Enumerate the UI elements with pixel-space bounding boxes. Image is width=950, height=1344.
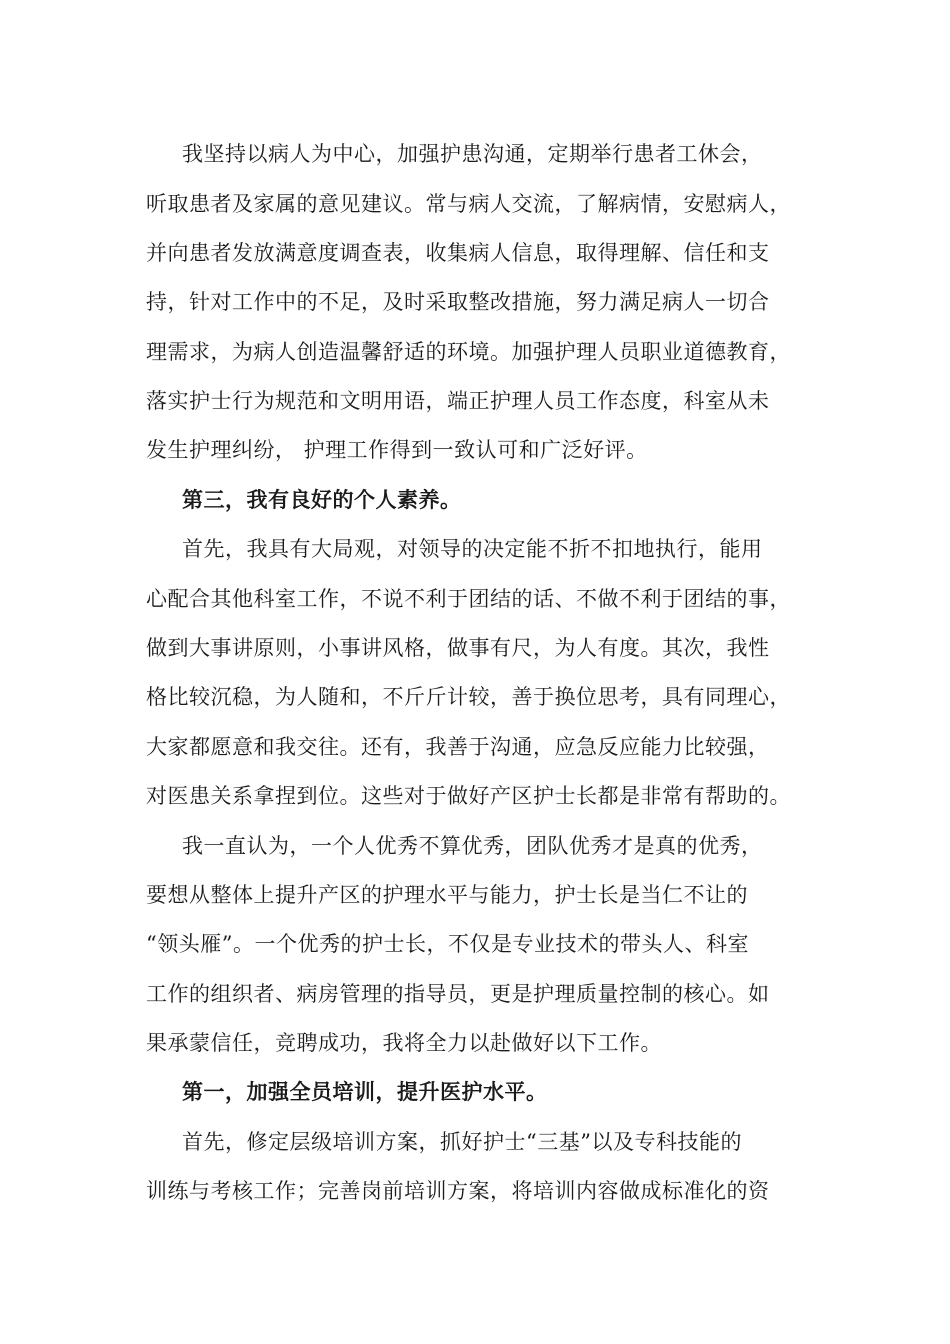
- paragraph-line: “领头雁”。一个优秀的护士长，不仅是专业技术的带头人、科室: [146, 932, 749, 956]
- paragraph-line: 训练与考核工作；完善岗前培训方案，将培训内容做成标准化的资: [146, 1179, 770, 1203]
- paragraph-line: 大家都愿意和我交往。还有，我善于沟通，应急反应能力比较强，: [146, 735, 770, 759]
- paragraph-line: 对医患关系拿捏到位。这些对于做好产区护士长都是非常有帮助的。: [146, 784, 791, 808]
- paragraph-line: 要想从整体上提升产区的护理水平与能力，护士长是当仁不让的: [146, 883, 748, 907]
- paragraph-line: 并向患者发放满意度调查表，收集病人信息，取得理解、信任和支: [146, 241, 770, 265]
- paragraph-line: 持，针对工作中的不足，及时采取整改措施，努力满足病人一切合: [146, 290, 770, 314]
- paragraph-line: 首先，修定层级培训方案，抓好护士“三基”以及专科技能的: [182, 1130, 742, 1154]
- paragraph-line: 我坚持以病人为中心，加强护患沟通，定期举行患者工休会，: [182, 142, 763, 166]
- section-heading: 第一，加强全员培训，提升医护水平。: [182, 1079, 548, 1104]
- paragraph-line: 发生护理纠纷， 护理工作得到一致认可和广泛好评。: [146, 438, 648, 462]
- paragraph-line: 理需求，为病人创造温馨舒适的环境。加强护理人员职业道德教育，: [146, 340, 791, 364]
- paragraph-line: 我一直认为，一个人优秀不算优秀，团队优秀才是真的优秀，: [182, 834, 763, 858]
- section-heading: 第三，我有良好的个人素养。: [182, 487, 462, 512]
- paragraph-line: 做到大事讲原则，小事讲风格，做事有尺，为人有度。其次，我性: [146, 636, 770, 660]
- paragraph-line: 格比较沉稳，为人随和，不斤斤计较，善于换位思考，具有同理心，: [146, 685, 791, 709]
- paragraph-line: 心配合其他科室工作，不说不利于团结的话、不做不利于团结的事，: [146, 587, 791, 611]
- paragraph-line: 落实护士行为规范和文明用语，端正护理人员工作态度，科室从未: [146, 389, 770, 413]
- paragraph-line: 工作的组织者、病房管理的指导员，更是护理质量控制的核心。如: [146, 982, 770, 1006]
- paragraph-line: 果承蒙信任，竞聘成功，我将全力以赴做好以下工作。: [146, 1031, 662, 1055]
- paragraph-line: 听取患者及家属的意见建议。常与病人交流，了解病情，安慰病人，: [146, 192, 791, 216]
- paragraph-line: 首先，我具有大局观，对领导的决定能不折不扣地执行，能用: [182, 537, 763, 561]
